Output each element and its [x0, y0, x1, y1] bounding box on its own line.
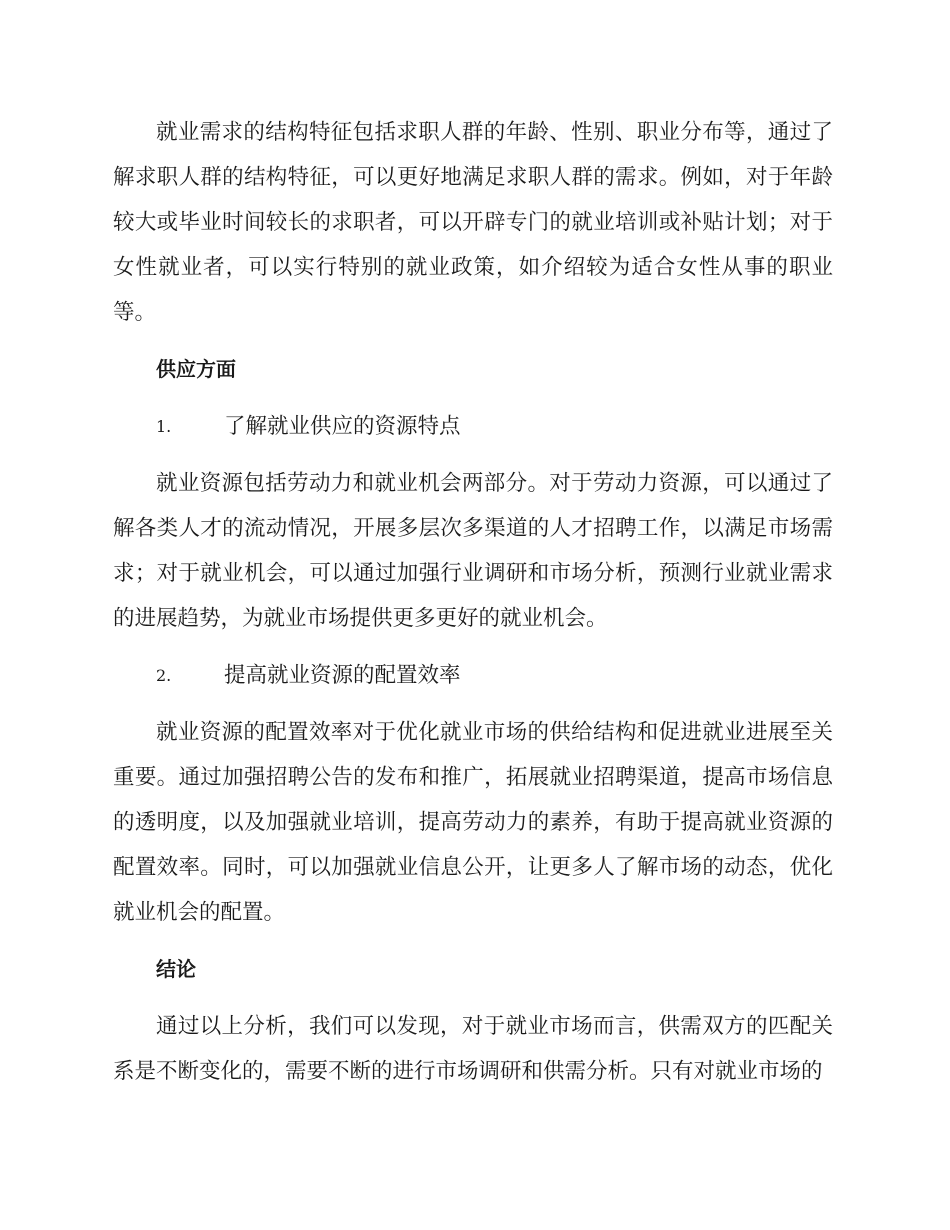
list-item-2 — [113, 653, 833, 698]
paragraph-allocation-efficiency: 就业资源的配置效率对于优化就业市场的供给结构和促进就业进展至关重要。通过加强招聘公告的发布和推广，拓展就业招聘渠道，提高市场信息的透明度，以及加强就业培训，提高劳动力的素养，有助于提高就业资源的配置效率。同时，可以加强就业信息公开，让更多人了解市场的动态，优化就业机会的配置。 — [113, 720, 833, 925]
list-number: 1. — [156, 417, 172, 436]
list-item-1 — [113, 404, 833, 449]
paragraph-conclusion: 通过以上分析，我们可以发现，对于就业市场而言，供需双方的匹配关系是不断变化的，需要不断的进行市场调研和供需分析。只有对就业市场的 — [113, 1014, 833, 1084]
section-heading-conclusion: 结论 — [156, 957, 196, 981]
document-body — [113, 110, 833, 1106]
section-heading-supply: 供应方面 — [156, 357, 236, 381]
paragraph-demand-structure: 就业需求的结构特征包括求职人群的年龄、性别、职业分布等，通过了解求职人群的结构特征，可以更好地满足求职人群的需求。例如，对于年龄较大或毕业时间较长的求职者，可以开辟专门的就业培训或补贴计划；对于女性就业者，可以实行特别的就业政策，如介绍较为适合女性从事的职业等。 — [113, 120, 833, 325]
paragraph-supply-resources: 就业资源包括劳动力和就业机会两部分。对于劳动力资源，可以通过了解各类人才的流动情况，开展多层次多渠道的人才招聘工作，以满足市场需求；对于就业机会，可以通过加强行业调研和市场分析，预测行业就业需求的进展趋势，为就业市场提供更多更好的就业机会。 — [113, 471, 833, 631]
list-number: 2. — [156, 666, 172, 685]
list-item-text: 提高就业资源的配置效率 — [224, 663, 461, 688]
list-item-text: 了解就业供应的资源特点 — [224, 414, 461, 439]
